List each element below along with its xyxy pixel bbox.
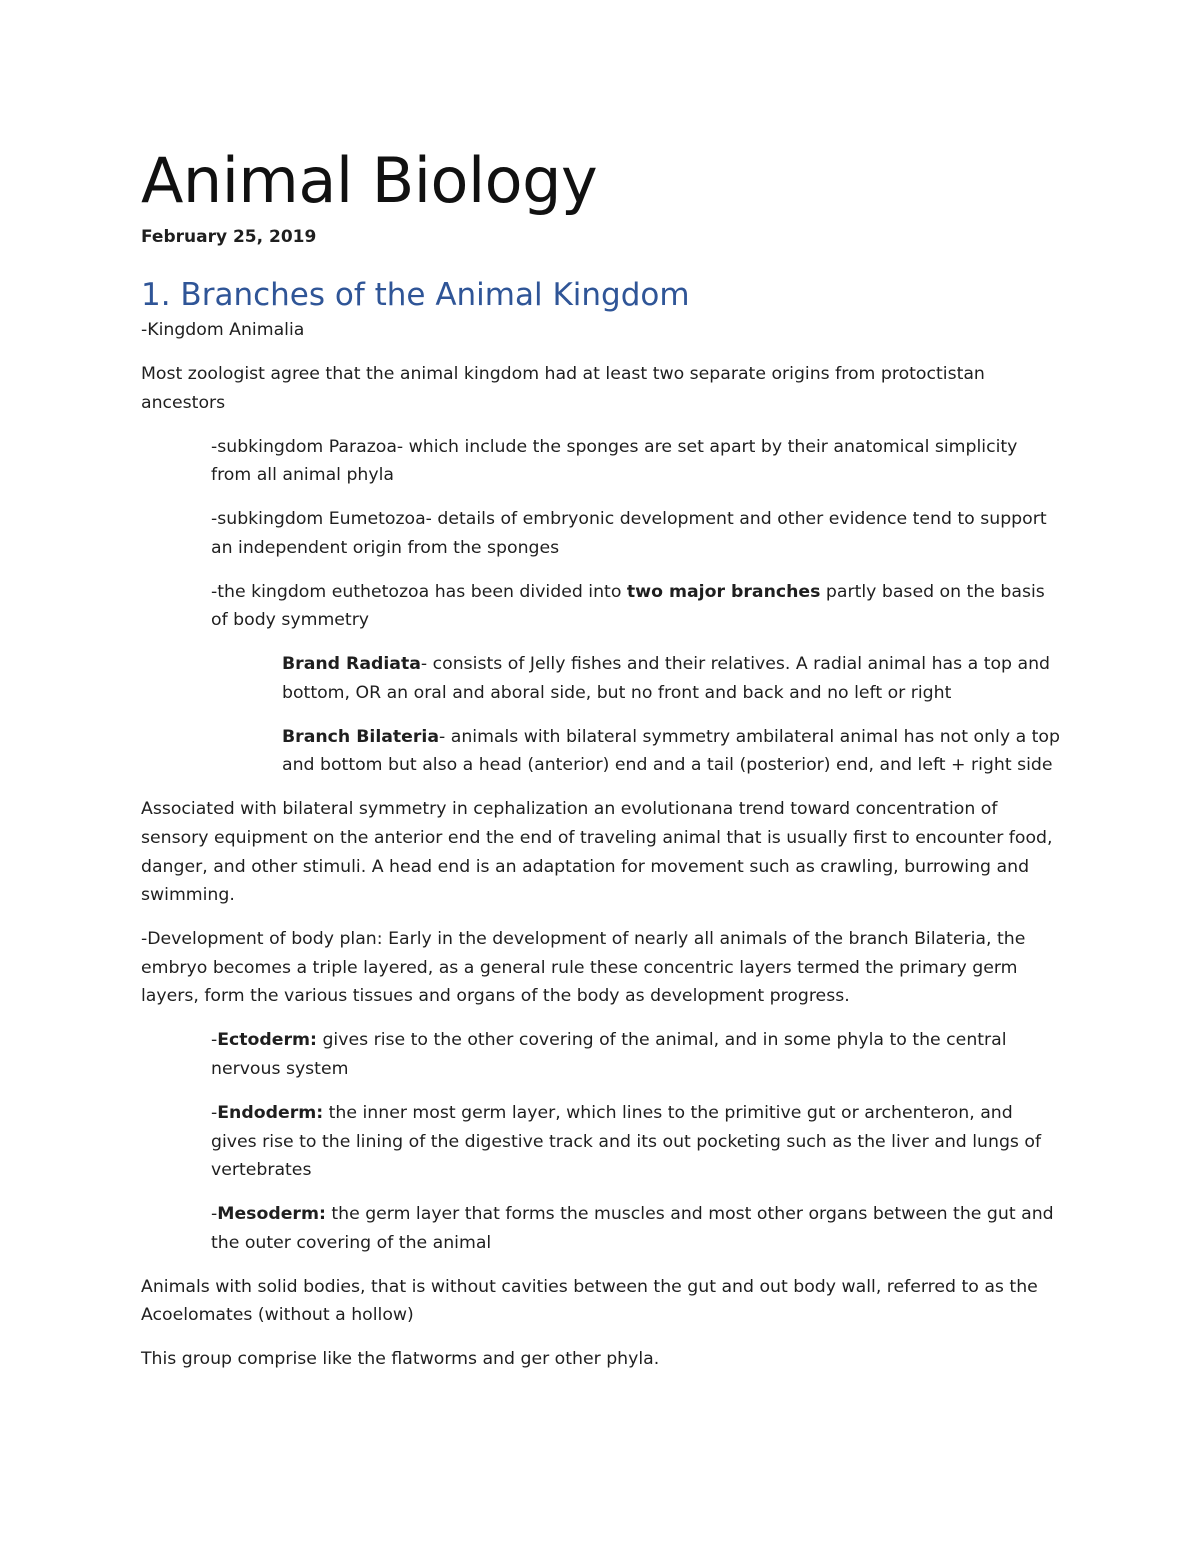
paragraph-ectoderm — [141, 1026, 1061, 1083]
paragraph-acoelomates: Animals with solid bodies, that is without cavities between the gut and out body wall, referred to as the Acoelomates (without a hollow) — [141, 1276, 1038, 1326]
document-body — [141, 316, 1061, 1389]
paragraph-two-major-branches — [141, 578, 1061, 635]
paragraph-text-segment: partly based on the basis of body symmetry — [211, 581, 1045, 631]
bold-term: Endoderm: — [217, 1102, 324, 1123]
section-heading: 1. Branches of the Animal Kingdom — [141, 277, 690, 313]
paragraph-text-segment: the germ layer that forms the muscles and most other organs between the gut and the outer covering of the animal — [211, 1204, 1054, 1253]
bold-term: Mesoderm: — [217, 1204, 326, 1225]
paragraph-endoderm — [141, 1099, 1061, 1185]
bold-term: Branch Bilateria — [282, 726, 439, 747]
paragraph-body-plan: -Development of body plan: Early in the development of nearly all animals of the branch Bilateria, the embryo becomes a triple layered, as a general rule these concentric layers termed the primary germ layers, form the various tissues and organs of the body as development progress. — [141, 929, 1026, 1007]
paragraph-cephalization: Associated with bilateral symmetry in cephalization an evolutionana trend toward concentration of sensory equipment on the anterior end the end of traveling animal that is usually first to encounter food, danger, and other stimuli. A head end is an adaptation for movement such as crawling, burrowing and swimming. — [141, 799, 1053, 906]
bold-term: two major branches — [626, 581, 821, 602]
document-title: Animal Biology — [141, 144, 598, 217]
paragraph-subkingdom-parazoa: -subkingdom Parazoa- which include the sponges are set apart by their anatomical simplicity from all animal phyla — [211, 436, 1018, 486]
paragraph-origins: Most zoologist agree that the animal kingdom had at least two separate origins from protoctistan ancestors — [141, 363, 985, 413]
paragraph-text-segment: - — [211, 1030, 218, 1051]
bold-term: Brand Radiata — [282, 654, 421, 675]
paragraph-text-segment: - — [211, 1204, 218, 1225]
paragraph-kingdom-animalia: -Kingdom Animalia — [141, 320, 305, 340]
paragraph-branch-bilateria — [141, 723, 1061, 780]
paragraph-text-segment: - animals with bilateral symmetry ambilateral animal has not only a top and bottom but also a head (anterior) end and a tail (posterior) end, and left + right side — [282, 726, 1060, 776]
document-date: February 25, 2019 — [141, 227, 317, 247]
paragraph-text-segment: gives rise to the other covering of the animal, and in some phyla to the central nervous system — [211, 1030, 1007, 1079]
paragraph-mesoderm — [141, 1200, 1061, 1257]
paragraph-branch-radiata — [141, 650, 1061, 707]
paragraph-text-segment: the inner most germ layer, which lines to the primitive gut or archenteron, and gives rise to the lining of the digestive track and its out pocketing such as the liver and lungs of vertebrates — [211, 1102, 1042, 1181]
paragraph-text-segment: - — [211, 1102, 218, 1123]
bold-term: Ectoderm: — [217, 1030, 317, 1051]
paragraph-text-segment: - consists of Jelly fishes and their relatives. A radial animal has a top and bottom, OR an oral and aboral side, but no front and back and no left or right — [282, 654, 1051, 703]
paragraph-text-segment: -the kingdom euthetozoa has been divided into — [211, 581, 627, 602]
paragraph-subkingdom-eumetozoa: -subkingdom Eumetozoa- details of embryonic development and other evidence tend to support an independent origin from the sponges — [211, 509, 1047, 558]
paragraph-flatworms: This group comprise like the flatworms and ger other phyla. — [141, 1349, 660, 1370]
